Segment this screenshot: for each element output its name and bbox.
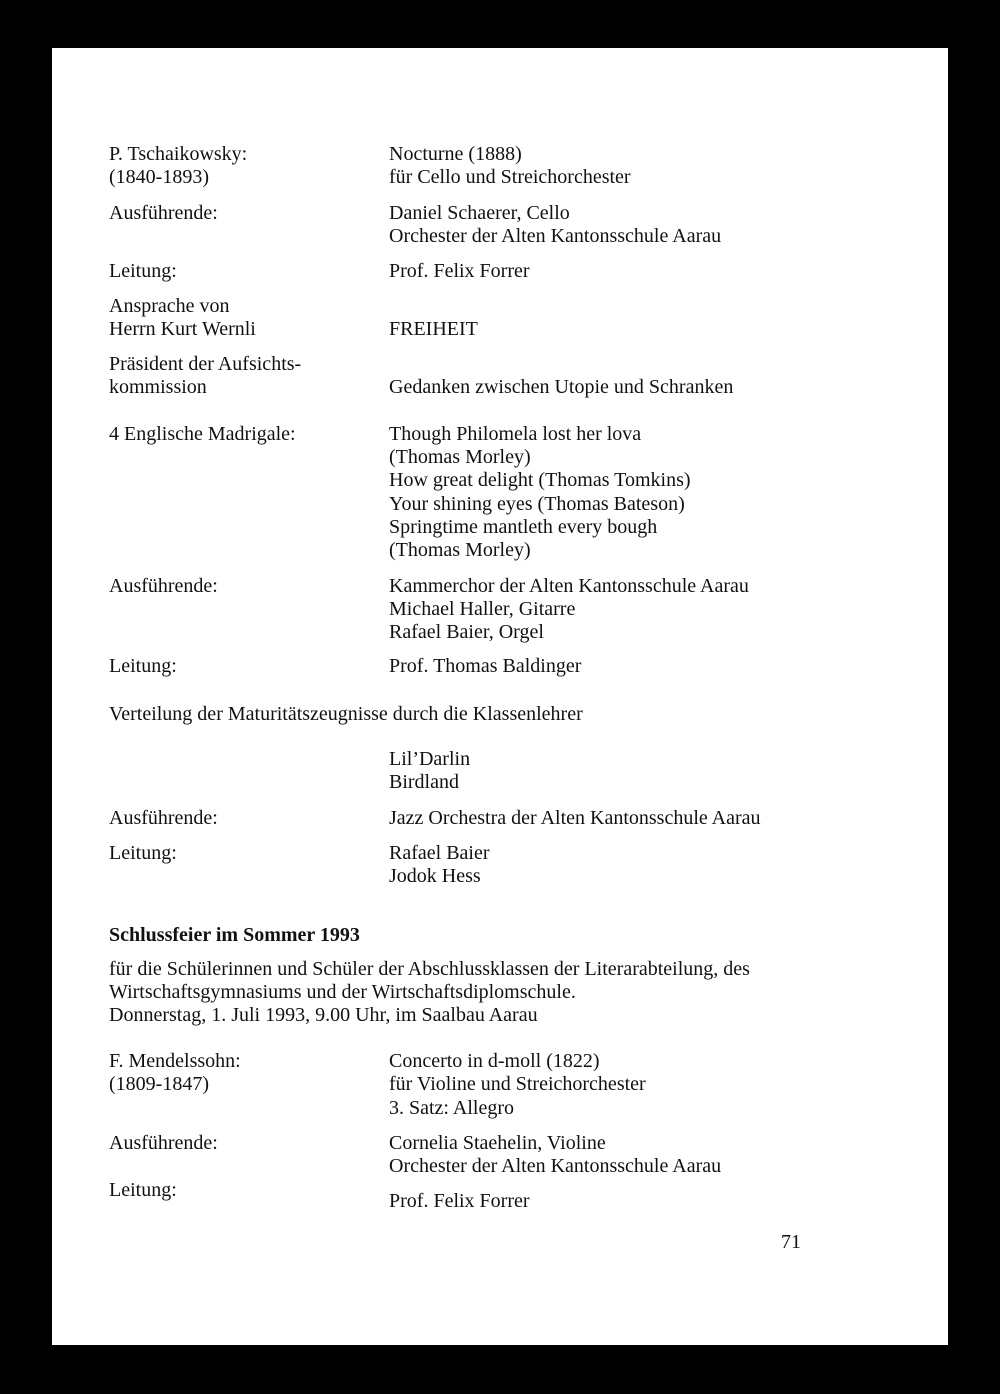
work-subtitle: für Cello und Streichorchester: [389, 166, 631, 188]
madrigal-line: (Thomas Morley): [389, 539, 531, 561]
intro-line: Donnerstag, 1. Juli 1993, 9.00 Uhr, im Saalbau Aarau: [109, 1004, 538, 1026]
conductor-label: Leitung:: [109, 1179, 177, 1201]
distribution-text: Verteilung der Maturitätszeugnisse durch die Klassenlehrer: [109, 703, 583, 725]
document-page: [52, 48, 948, 1345]
work-line: 3. Satz: Allegro: [389, 1097, 514, 1119]
performer-line: Michael Haller, Gitarre: [389, 598, 576, 620]
speech-subtitle: Gedanken zwischen Utopie und Schranken: [389, 376, 734, 398]
performer-line: Cornelia Staehelin, Violine: [389, 1132, 606, 1154]
work-title: Nocturne (1888): [389, 143, 522, 165]
performers-label: Ausführende:: [109, 575, 218, 597]
madrigal-line: How great delight (Thomas Tomkins): [389, 469, 691, 491]
conductor-name: Prof. Felix Forrer: [389, 1190, 530, 1212]
conductor-name: Jodok Hess: [389, 865, 481, 887]
performer-line: Daniel Schaerer, Cello: [389, 202, 570, 224]
madrigal-line: Your shining eyes (Thomas Bateson): [389, 493, 685, 515]
jazz-piece: Birdland: [389, 771, 459, 793]
speech-title: FREIHEIT: [389, 318, 478, 340]
speech-label-line: Ansprache von: [109, 295, 230, 317]
work-line: Concerto in d-moll (1822): [389, 1050, 600, 1072]
conductor-label: Leitung:: [109, 655, 177, 677]
performer-line: Orchester der Alten Kantonsschule Aarau: [389, 1155, 722, 1177]
performers-label: Ausführende:: [109, 202, 218, 224]
intro-line: Wirtschaftsgymnasiums und der Wirtschaftsdiplomschule.: [109, 981, 576, 1003]
performers-label: Ausführende:: [109, 1132, 218, 1154]
page-number: 71: [781, 1231, 801, 1253]
intro-line: für die Schülerinnen und Schüler der Abschlussklassen der Literarabteilung, des: [109, 958, 750, 980]
performer-line: Jazz Orchestra der Alten Kantonsschule Aarau: [389, 807, 761, 829]
conductor-name: Rafael Baier: [389, 842, 490, 864]
madrigal-line: Though Philomela lost her lova: [389, 423, 642, 445]
jazz-piece: Lil’Darlin: [389, 748, 471, 770]
composer-dates: (1809-1847): [109, 1073, 209, 1095]
performer-line: Rafael Baier, Orgel: [389, 621, 544, 643]
madrigal-line: (Thomas Morley): [389, 446, 531, 468]
conductor-label: Leitung:: [109, 842, 177, 864]
work-line: für Violine und Streichorchester: [389, 1073, 646, 1095]
conductor-name: Prof. Thomas Baldinger: [389, 655, 582, 677]
speech-role-line: Präsident der Aufsichts-: [109, 353, 302, 375]
speech-label-line: Herrn Kurt Wernli: [109, 318, 256, 340]
speech-role-line: kommission: [109, 376, 207, 398]
madrigals-label: 4 Englische Madrigale:: [109, 423, 296, 445]
composer-name: F. Mendelssohn:: [109, 1050, 241, 1072]
conductor-name: Prof. Felix Forrer: [389, 260, 530, 282]
performer-line: Orchester der Alten Kantonsschule Aarau: [389, 225, 722, 247]
performer-line: Kammerchor der Alten Kantonsschule Aarau: [389, 575, 749, 597]
composer-name: P. Tschaikowsky:: [109, 143, 248, 165]
madrigal-line: Springtime mantleth every bough: [389, 516, 658, 538]
composer-dates: (1840-1893): [109, 166, 209, 188]
performers-label: Ausführende:: [109, 807, 218, 829]
conductor-label: Leitung:: [109, 260, 177, 282]
section-heading: Schlussfeier im Sommer 1993: [109, 924, 360, 946]
